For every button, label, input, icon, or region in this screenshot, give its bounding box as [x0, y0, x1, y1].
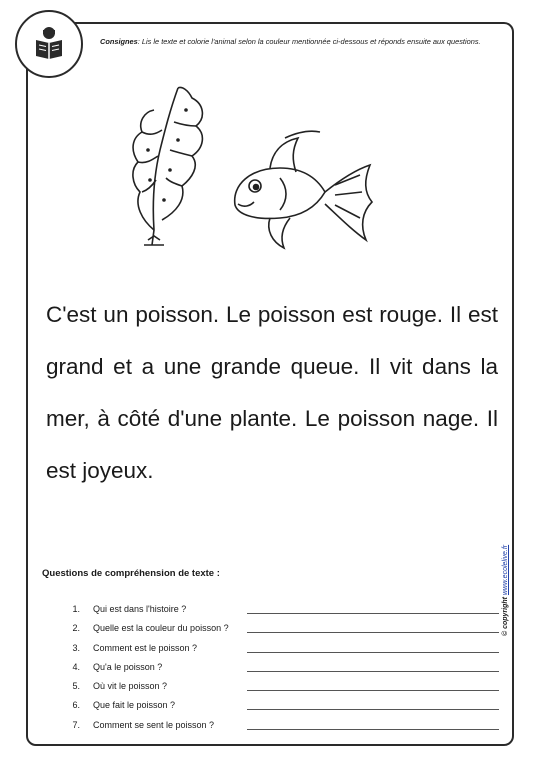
question-item	[0, 617, 544, 636]
copyright-link[interactable]: www.ecolelive.fr	[502, 544, 509, 596]
answer-line[interactable]	[247, 709, 499, 710]
question-item	[0, 656, 544, 675]
questions-title: Questions de compréhension de texte :	[42, 568, 220, 579]
question-number: 6.	[72, 700, 80, 711]
question-item	[0, 714, 544, 733]
goldfish-icon	[235, 131, 372, 248]
question-item	[0, 675, 544, 694]
instructions-label: Consignes	[100, 37, 138, 46]
question-number: 5.	[72, 681, 80, 692]
answer-line[interactable]	[247, 671, 499, 672]
seaweed-plant-icon	[133, 87, 202, 245]
question-item	[0, 598, 544, 617]
answer-line[interactable]	[247, 652, 499, 653]
copyright-label: © copyright	[502, 597, 509, 636]
question-item	[0, 694, 544, 713]
question-text: Qu'a le poisson ?	[93, 661, 163, 672]
instructions	[100, 37, 490, 46]
answer-line[interactable]	[247, 613, 499, 614]
question-text: Qui est dans l'histoire ?	[93, 604, 187, 614]
question-text: Où vit le poisson ?	[93, 681, 168, 692]
reading-badge	[15, 10, 83, 78]
question-item	[0, 637, 544, 656]
question-text: Quelle est la couleur du poisson ?	[93, 623, 229, 634]
instructions-text: : Lis le texte et colorie l'animal selon la couleur mentionnée ci-dessous et réponds ensuite aux questions.	[137, 37, 481, 46]
question-text: Que fait le poisson ?	[93, 700, 176, 711]
question-number: 3.	[72, 642, 80, 653]
question-number: 2.	[72, 623, 80, 634]
reading-person-icon	[31, 26, 67, 62]
question-number: 4.	[72, 661, 80, 672]
question-text: Comment est le poisson ?	[93, 642, 198, 653]
question-number: 1.	[72, 604, 80, 614]
question-number: 7.	[72, 719, 80, 730]
answer-line[interactable]	[247, 729, 499, 730]
answer-line[interactable]	[247, 690, 499, 691]
illustrations	[120, 80, 380, 265]
question-text: Comment se sent le poisson ?	[93, 719, 215, 730]
story-text: C'est un poisson. Le poisson est rouge. Il est grand et a une grande queue. Il vit dans la mer, à côté d'une plante. Le poisson nage. Il est joyeux.	[46, 302, 498, 483]
questions-list	[0, 598, 544, 733]
answer-line[interactable]	[247, 632, 499, 633]
